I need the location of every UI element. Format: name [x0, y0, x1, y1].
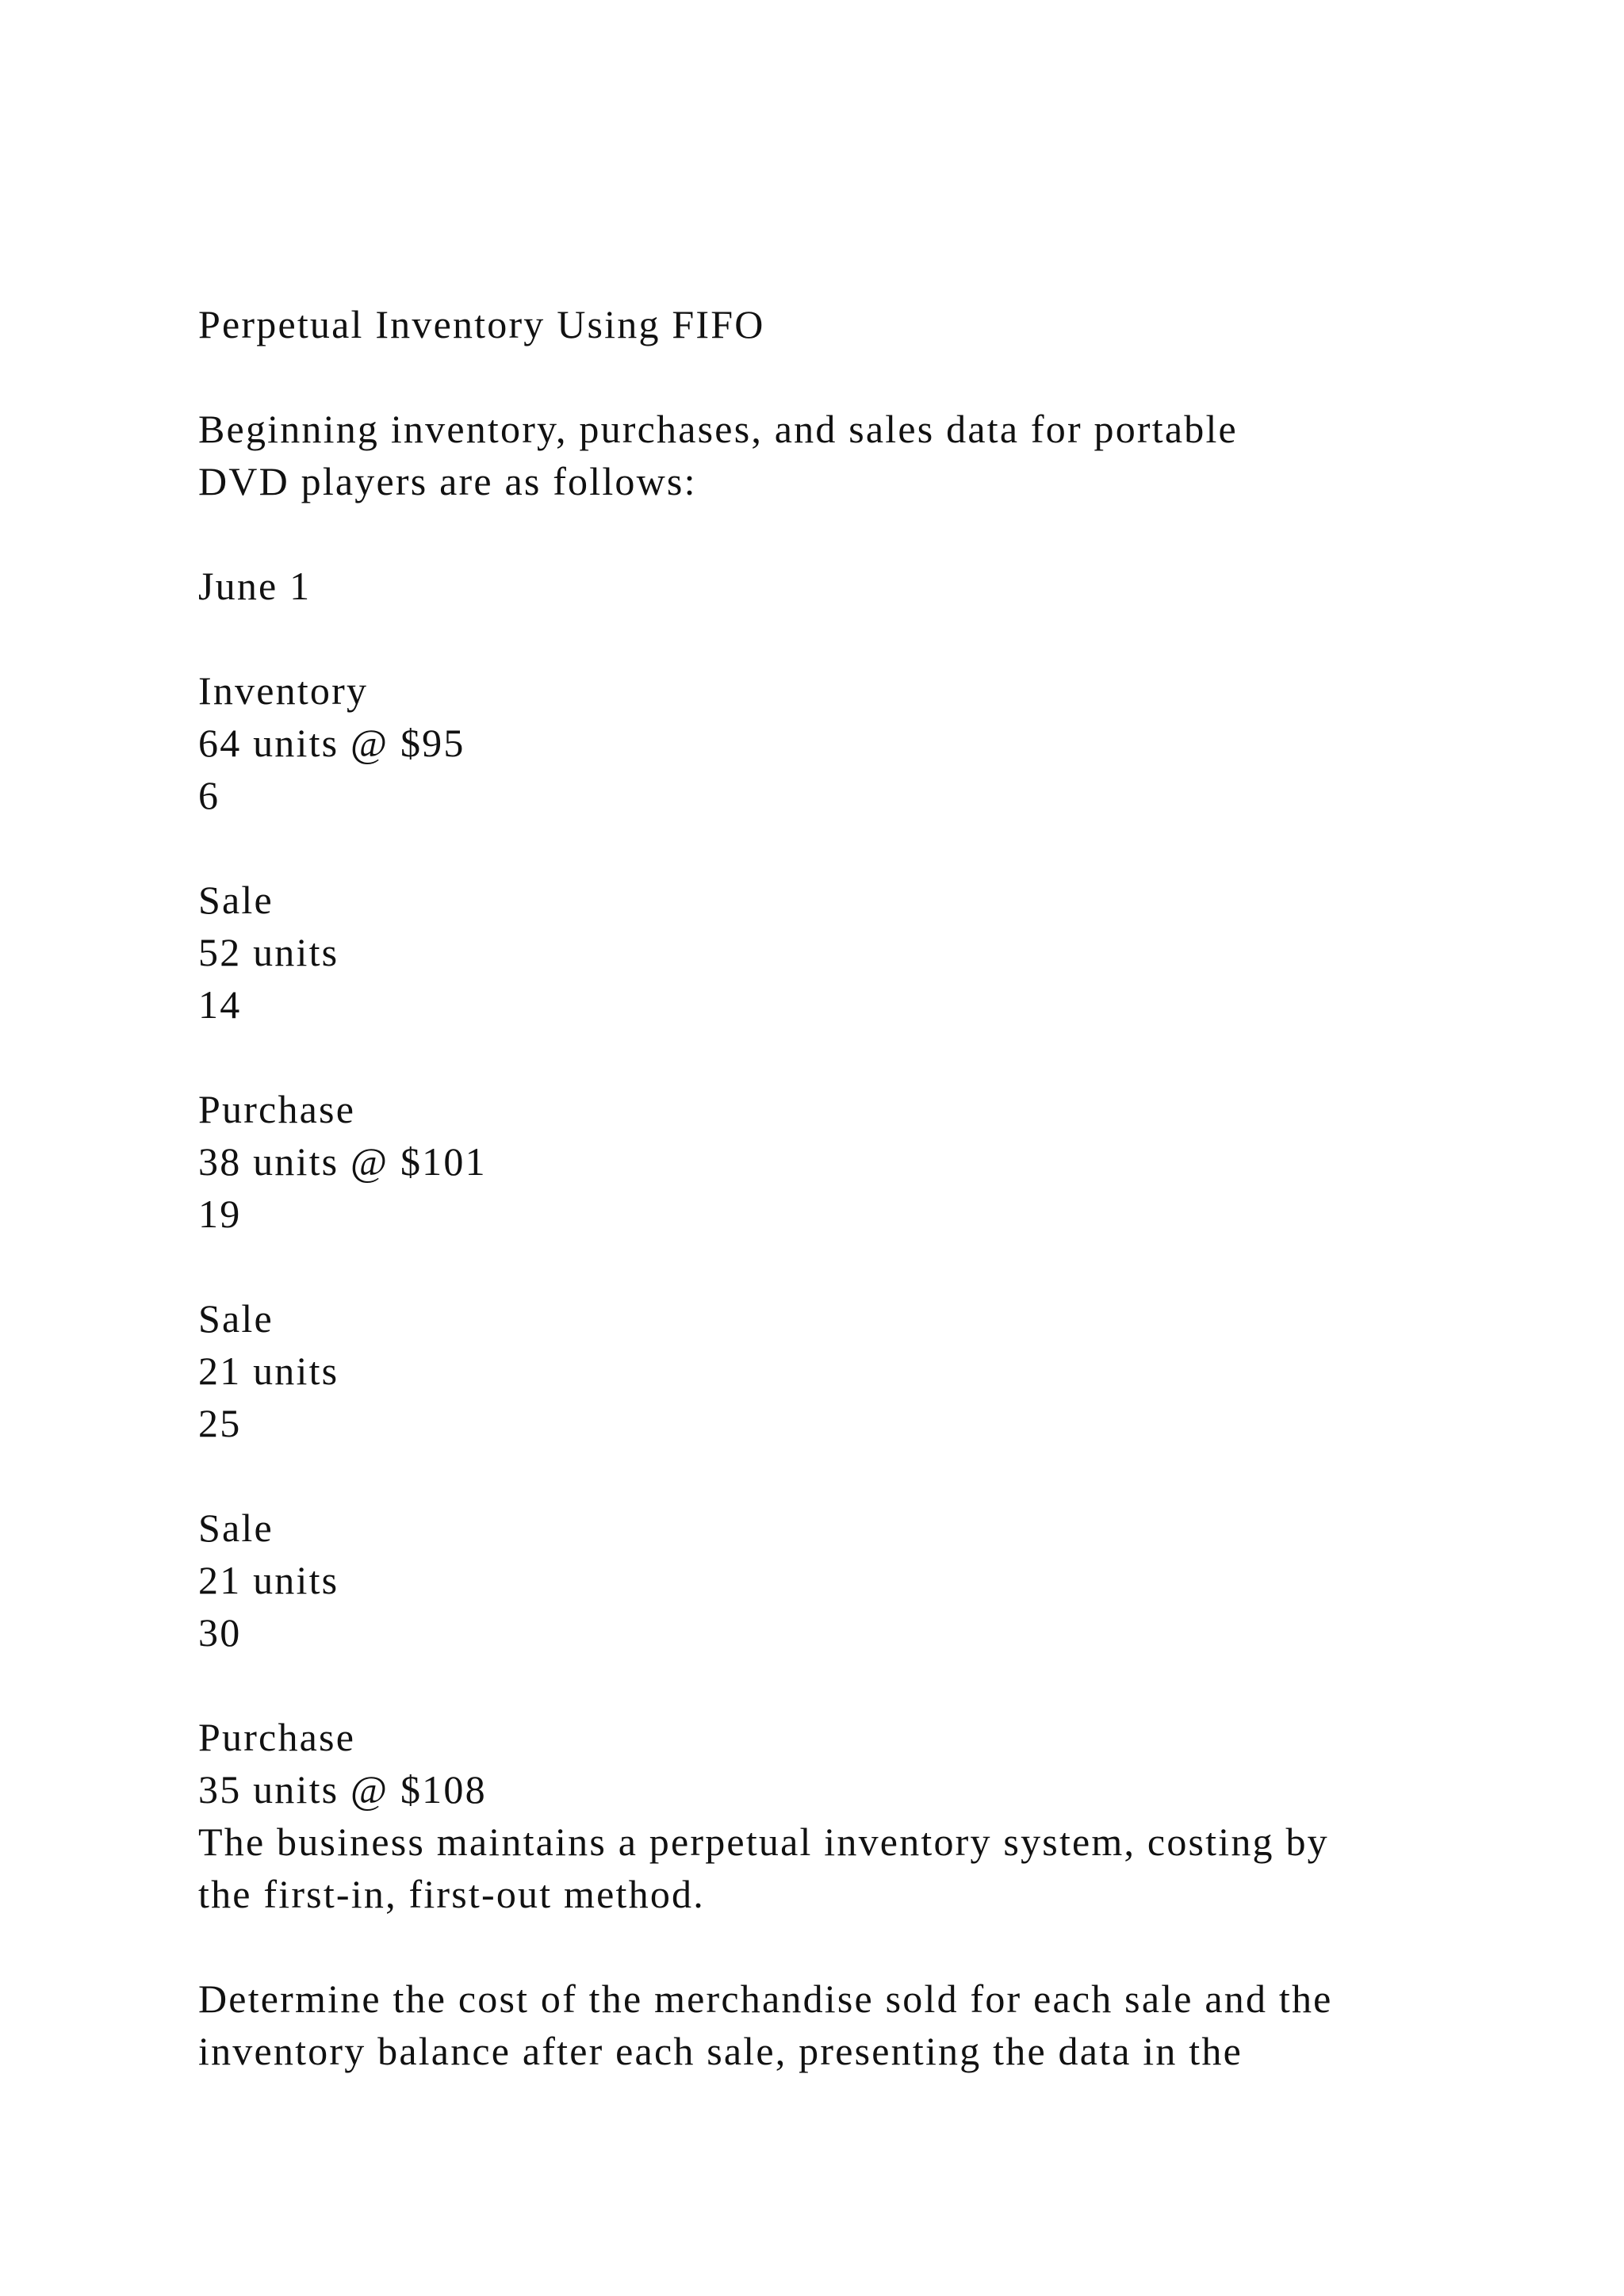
- spacer: [198, 507, 1546, 560]
- instruction-line-1: Determine the cost of the merchandise sold for each sale and the: [198, 1976, 1333, 2021]
- entry-1-next-day: 6: [198, 773, 220, 817]
- spacer: [198, 1920, 1546, 1973]
- entry-5-type: Sale: [198, 1506, 274, 1550]
- entry-2-next-day: 14: [198, 982, 242, 1027]
- intro-line-2: DVD players are as follows:: [198, 459, 697, 503]
- spacer: [198, 1449, 1546, 1502]
- entry-4-type: Sale: [198, 1296, 274, 1341]
- entry-5-detail: 21 units: [198, 1558, 339, 1602]
- spacer: [198, 1659, 1546, 1711]
- spacer: [198, 612, 1546, 664]
- entry-3-detail: 38 units @ $101: [198, 1139, 487, 1184]
- intro-line-1: Beginning inventory, purchases, and sales data for portable: [198, 407, 1238, 451]
- spacer: [198, 1240, 1546, 1292]
- start-date: June 1: [198, 564, 312, 608]
- spacer: [198, 821, 1546, 874]
- spacer: [198, 350, 1546, 403]
- entry-1-detail: 64 units @ $95: [198, 721, 465, 765]
- document-title: Perpetual Inventory Using FIFO: [198, 302, 765, 346]
- entry-1-type: Inventory: [198, 668, 369, 713]
- entry-5-next-day: 30: [198, 1610, 242, 1655]
- entry-2-type: Sale: [198, 878, 274, 922]
- instruction-line-2: inventory balance after each sale, presenting the data in the: [198, 2029, 1243, 2073]
- entry-3-type: Purchase: [198, 1087, 356, 1131]
- entry-4-next-day: 25: [198, 1401, 242, 1445]
- document-body: [198, 298, 1546, 2077]
- entry-4-detail: 21 units: [198, 1349, 339, 1393]
- system-note-line-2: the first-in, first-out method.: [198, 1872, 705, 1916]
- entry-6-type: Purchase: [198, 1715, 356, 1759]
- system-note-line-1: The business maintains a perpetual inventory system, costing by: [198, 1820, 1329, 1864]
- entry-6-detail: 35 units @ $108: [198, 1767, 487, 1812]
- spacer: [198, 1031, 1546, 1083]
- entry-2-detail: 52 units: [198, 930, 339, 974]
- entry-3-next-day: 19: [198, 1192, 242, 1236]
